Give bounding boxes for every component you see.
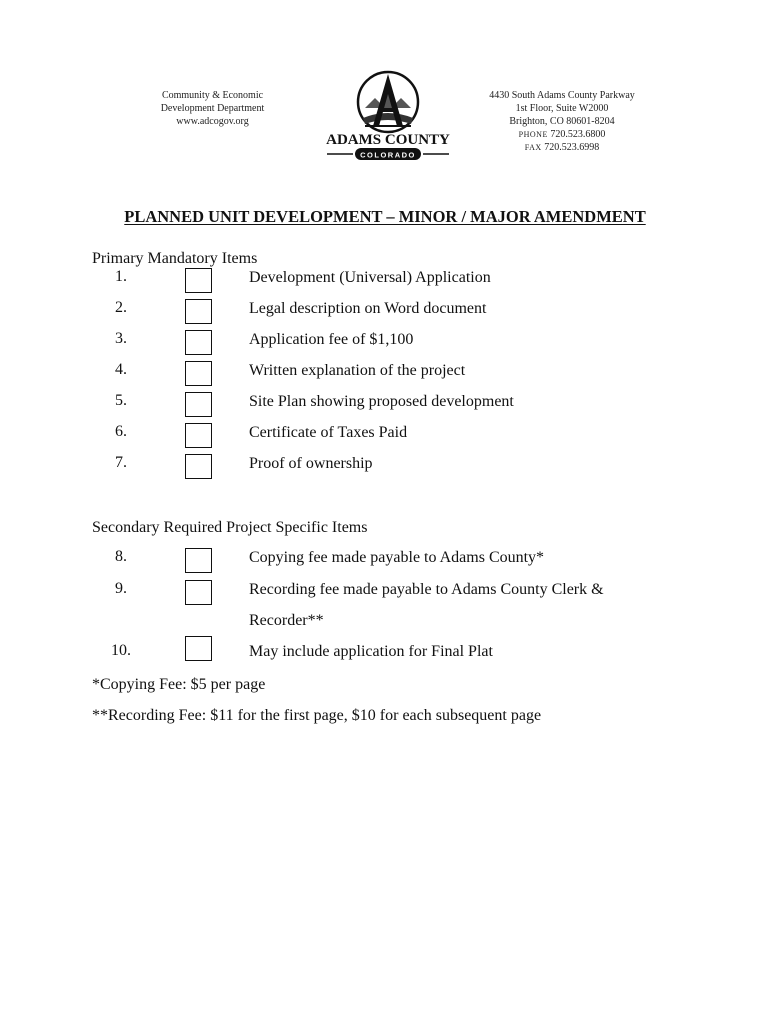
- address-line-1: 4430 South Adams County Parkway: [489, 90, 635, 101]
- item-text: Copying fee made payable to Adams County*: [249, 549, 545, 566]
- item-number: 3.: [115, 330, 127, 347]
- logo-state: COLORADO: [360, 150, 416, 160]
- item-number: 6.: [115, 423, 127, 440]
- item-text: May include application for Final Plat: [249, 643, 493, 660]
- item-number: 7.: [115, 454, 127, 471]
- checklist-row: [0, 423, 770, 454]
- item-text: Legal description on Word document: [249, 300, 487, 317]
- checkbox-2[interactable]: [185, 299, 212, 324]
- item-number: 2.: [115, 299, 127, 316]
- copying-fee-note: *Copying Fee: $5 per page: [92, 676, 266, 693]
- item-text: Site Plan showing proposed development: [249, 393, 514, 410]
- department-website: www.adcogov.org: [176, 116, 249, 127]
- checklist-row: [0, 580, 770, 611]
- recording-fee-note: **Recording Fee: $11 for the first page, $10 for each subsequent page: [92, 707, 542, 724]
- fax-line: [478, 141, 646, 154]
- item-text: Recording fee made payable to Adams County Clerk &: [249, 581, 604, 598]
- phone-line: [478, 128, 646, 141]
- fax-number: 720.523.6998: [544, 142, 600, 153]
- item-number: 9.: [115, 580, 127, 597]
- secondary-heading: Secondary Required Project Specific Items: [92, 519, 368, 536]
- checkbox-5[interactable]: [185, 392, 212, 417]
- phone-label: PHONE: [518, 130, 548, 139]
- logo-name: ADAMS COUNTY: [326, 132, 450, 148]
- checklist-row: [0, 268, 770, 299]
- item-text: Proof of ownership: [249, 455, 373, 472]
- item-text: Application fee of $1,100: [249, 331, 414, 348]
- checklist-row: [0, 299, 770, 330]
- item-number: 10.: [111, 642, 131, 659]
- primary-heading: Primary Mandatory Items: [92, 250, 258, 267]
- checkbox-9[interactable]: [185, 580, 212, 605]
- checkbox-1[interactable]: [185, 268, 212, 293]
- phone-number: 720.523.6800: [550, 129, 606, 140]
- item-number: 4.: [115, 361, 127, 378]
- checklist-row-continuation: [0, 611, 770, 642]
- adams-county-logo: [325, 68, 451, 162]
- checklist-row: [0, 330, 770, 361]
- address-line-3: Brighton, CO 80601-8204: [509, 116, 615, 127]
- item-text-continuation: Recorder**: [249, 612, 324, 629]
- document-title: PLANNED UNIT DEVELOPMENT – MINOR / MAJOR AMENDMENT: [124, 207, 646, 226]
- address-line-2: 1st Floor, Suite W2000: [515, 103, 609, 114]
- item-text: Certificate of Taxes Paid: [249, 424, 408, 441]
- item-text: Development (Universal) Application: [249, 269, 491, 286]
- checklist-row: [0, 454, 770, 485]
- item-number: 5.: [115, 392, 127, 409]
- item-text: Written explanation of the project: [249, 362, 466, 379]
- item-number: 1.: [115, 268, 127, 285]
- department-line-1: Community & Economic: [161, 90, 264, 101]
- checklist-row: [0, 361, 770, 392]
- checkbox-4[interactable]: [185, 361, 212, 386]
- checkbox-6[interactable]: [185, 423, 212, 448]
- checkbox-7[interactable]: [185, 454, 212, 479]
- department-line-2: Development Department: [160, 103, 265, 114]
- address-block: [478, 89, 646, 154]
- checklist-row: [0, 642, 770, 673]
- checkbox-8[interactable]: [185, 548, 212, 573]
- item-number: 8.: [115, 548, 127, 565]
- checklist-row: [0, 548, 770, 579]
- checkbox-10[interactable]: [185, 636, 212, 661]
- fax-label: FAX: [524, 143, 542, 152]
- checkbox-3[interactable]: [185, 330, 212, 355]
- department-block: [135, 89, 290, 128]
- checklist-row: [0, 392, 770, 423]
